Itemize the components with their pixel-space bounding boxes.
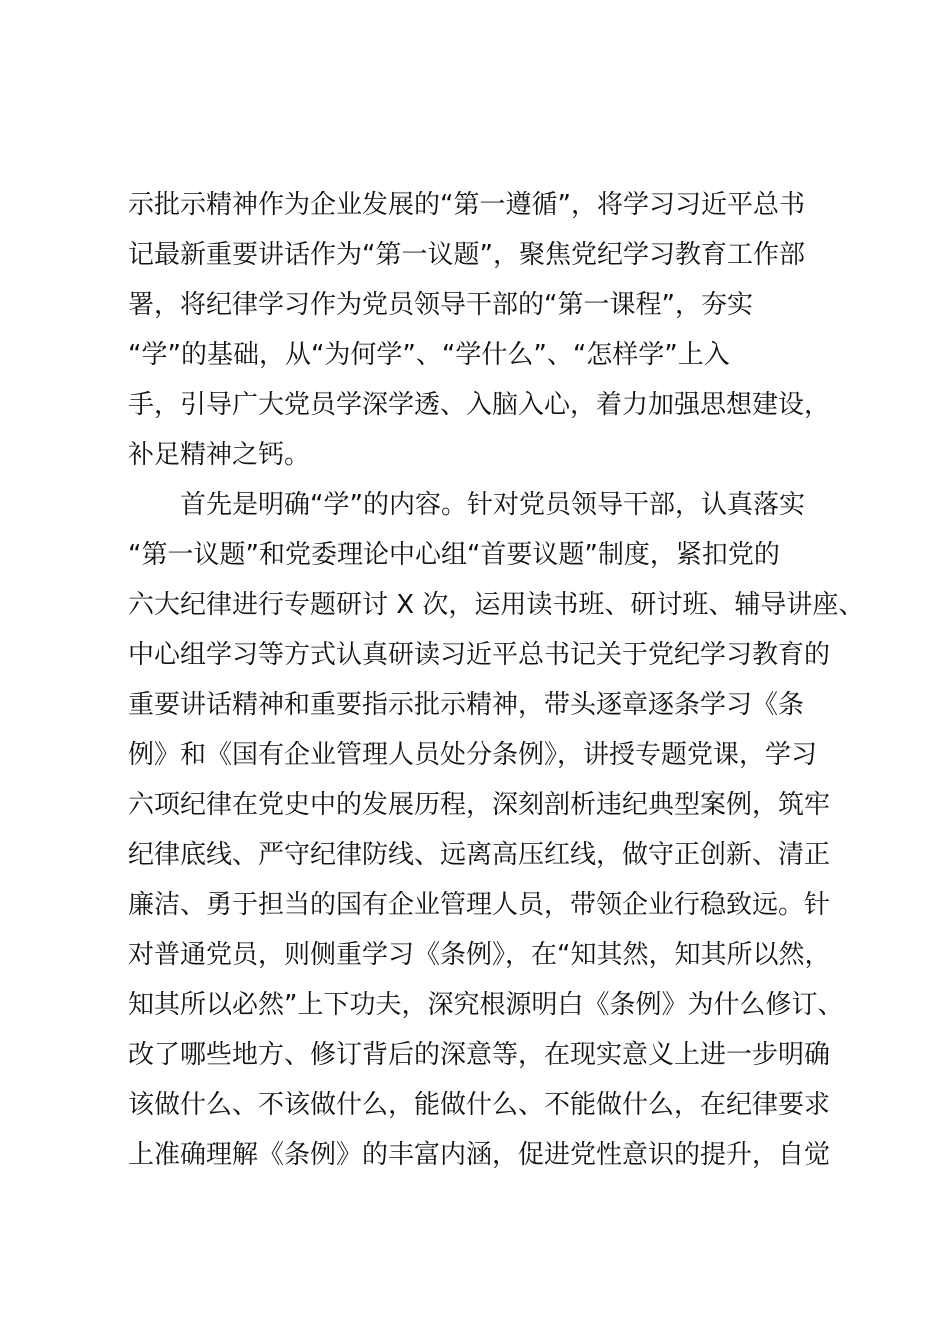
text-line: “第一议题”和党委理论中心组“首要议题”制度，紧扣党的 xyxy=(128,540,780,570)
text-line: 廉洁、勇于担当的国有企业管理人员，带领企业行稳致远。针 xyxy=(128,890,831,920)
text-line: 知其所以必然”上下功夫，深究根源明白《条例》为什么修订、 xyxy=(128,990,844,1020)
text-line: 补足精神之钙。 xyxy=(128,440,311,470)
text-line: 重要讲话精神和重要指示批示精神，带头逐章逐条学习《条 xyxy=(128,690,805,720)
text-line: 署，将纪律学习作为党员领导干部的“第一课程”，夯实 xyxy=(128,290,753,320)
text-line: 上准确理解《条例》的丰富内涵，促进党性意识的提升，自觉 xyxy=(128,1140,831,1170)
text-line: 纪律底线、严守纪律防线、远离高压红线，做守正创新、清正 xyxy=(128,840,831,870)
text-line: 该做什么、不该做什么，能做什么、不能做什么，在纪律要求 xyxy=(128,1090,831,1120)
paragraph-first-line: 首先是明确“学”的内容。针对党员领导干部，认真落实 xyxy=(180,490,805,520)
text-line: 六项纪律在党史中的发展历程，深刻剖析违纪典型案例，筑牢 xyxy=(128,790,831,820)
text-line: “学”的基础，从“为何学”、“学什么”、“怎样学”上入 xyxy=(128,340,730,370)
text-line: 手，引导广大党员学深学透、入脑入心，着力加强思想建设， xyxy=(128,390,831,420)
text-line: 例》和《国有企业管理人员处分条例》，讲授专题党课，学习 xyxy=(128,740,818,770)
text-line: 记最新重要讲话作为“第一议题”，聚焦党纪学习教育工作部 xyxy=(128,240,805,270)
text-line: 对普通党员，则侧重学习《条例》，在“知其然，知其所以然， xyxy=(128,940,831,970)
text-line: 六大纪律进行专题研讨 X 次，运用读书班、研讨班、辅导讲座、 xyxy=(128,590,865,620)
text-line: 改了哪些地方、修订背后的深意等，在现实意义上进一步明确 xyxy=(128,1040,831,1070)
body-text xyxy=(128,180,865,1180)
text-line: 示批示精神作为企业发展的“第一遵循”，将学习习近平总书 xyxy=(128,190,805,220)
text-line: 中心组学习等方式认真研读习近平总书记关于党纪学习教育的 xyxy=(128,640,831,670)
